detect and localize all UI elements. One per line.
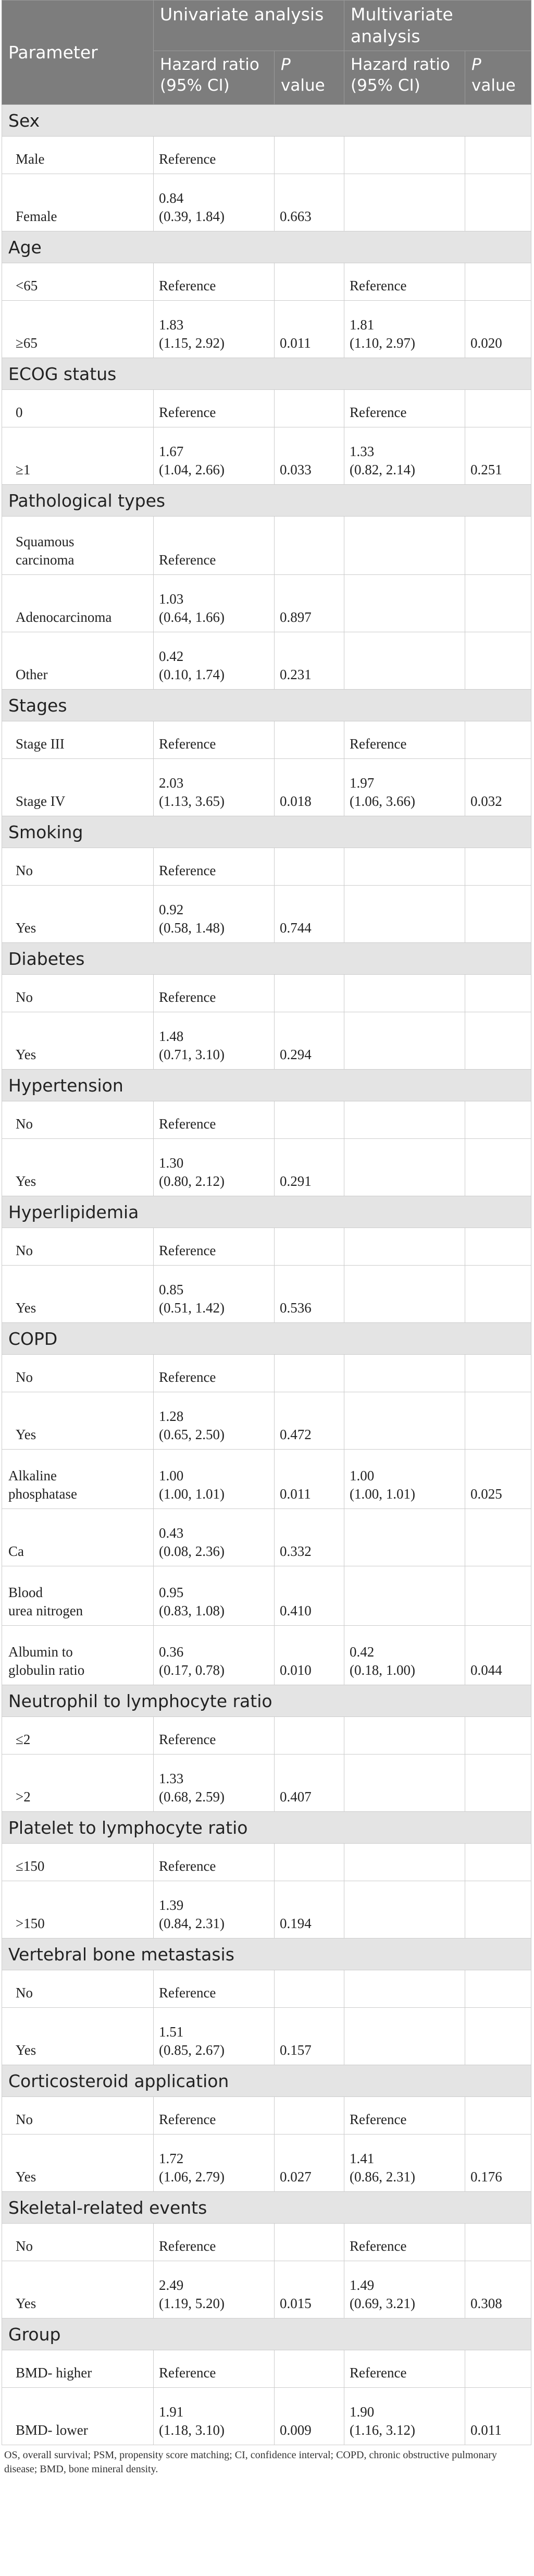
row-label: No — [2, 1101, 154, 1139]
multivariate-hazard-ratio-cell — [344, 517, 465, 575]
multivariate-hazard-ratio-cell — [344, 886, 465, 943]
table-row — [2, 2008, 531, 2065]
group-header-row — [2, 2065, 531, 2097]
univariate-hazard-ratio-cell: Reference — [154, 1228, 275, 1266]
row-label: Yes — [2, 2261, 154, 2319]
row-label: Stage IV — [2, 759, 154, 816]
multivariate-hazard-ratio-cell: 1.49 (0.69, 3.21) — [344, 2261, 465, 2319]
multivariate-p-value-cell: 0.044 — [465, 1626, 531, 1685]
multivariate-hazard-ratio-cell: 1.00 (1.00, 1.01) — [344, 1450, 465, 1509]
univariate-p-value-cell: 0.332 — [275, 1509, 344, 1566]
univariate-p-value-cell — [275, 2350, 344, 2388]
univariate-hazard-ratio-cell: 0.85 (0.51, 1.42) — [154, 1266, 275, 1323]
multivariate-hazard-ratio-cell — [344, 632, 465, 690]
multivariate-p-value-cell — [465, 1755, 531, 1812]
table-row — [2, 575, 531, 632]
multivariate-p-value-cell — [465, 2097, 531, 2135]
univariate-hazard-ratio-cell: 1.00 (1.00, 1.01) — [154, 1450, 275, 1509]
univariate-p-value-cell — [275, 1101, 344, 1139]
univariate-p-value-cell: 0.410 — [275, 1566, 344, 1626]
multivariate-p-value-cell: 0.020 — [465, 301, 531, 358]
multivariate-p-value-cell — [465, 390, 531, 427]
table-row — [2, 1881, 531, 1939]
row-label: Male — [2, 137, 154, 174]
row-label: ≤150 — [2, 1844, 154, 1881]
multivariate-p-value-cell: 0.032 — [465, 759, 531, 816]
row-label: BMD- higher — [2, 2350, 154, 2388]
univariate-p-value-cell — [275, 390, 344, 427]
row-label: Other — [2, 632, 154, 690]
row-label: Yes — [2, 1266, 154, 1323]
group-header-row — [2, 358, 531, 390]
univariate-p-value-cell — [275, 1228, 344, 1266]
univariate-hazard-ratio-cell: 2.49 (1.19, 5.20) — [154, 2261, 275, 2319]
multivariate-hazard-ratio-cell: Reference — [344, 2350, 465, 2388]
group-header-row — [2, 1196, 531, 1228]
group-header-row — [2, 2192, 531, 2224]
table-row — [2, 2261, 531, 2319]
multivariate-hazard-ratio-cell: 1.33 (0.82, 2.14) — [344, 427, 465, 485]
univariate-hazard-ratio-cell: 1.39 (0.84, 2.31) — [154, 1881, 275, 1939]
table-row — [2, 1509, 531, 1566]
multivariate-hazard-ratio-cell — [344, 1012, 465, 1070]
univariate-hazard-ratio-cell: 1.33 (0.68, 2.59) — [154, 1755, 275, 1812]
table-row — [2, 1012, 531, 1070]
univariate-p-value-cell — [275, 848, 344, 886]
univariate-p-value-cell: 0.009 — [275, 2388, 344, 2445]
univariate-p-value-cell: 0.291 — [275, 1139, 344, 1196]
group-label: Diabetes — [2, 943, 531, 975]
multivariate-hazard-ratio-cell — [344, 137, 465, 174]
multivariate-p-value-cell — [465, 1012, 531, 1070]
multivariate-hazard-ratio-cell — [344, 1392, 465, 1450]
row-label: No — [2, 1355, 154, 1392]
row-label: No — [2, 2097, 154, 2135]
univariate-hazard-ratio-cell: 1.83 (1.15, 2.92) — [154, 301, 275, 358]
table-row — [2, 2388, 531, 2445]
univariate-hazard-ratio-cell: 0.95 (0.83, 1.08) — [154, 1566, 275, 1626]
univariate-p-value-cell — [275, 1717, 344, 1755]
row-label: Yes — [2, 886, 154, 943]
univariate-hazard-ratio-cell: 1.67 (1.04, 2.66) — [154, 427, 275, 485]
table-row — [2, 137, 531, 174]
multivariate-hazard-ratio-cell — [344, 1266, 465, 1323]
univariate-hazard-ratio-cell: Reference — [154, 390, 275, 427]
table-body — [2, 105, 531, 2445]
group-label: Hyperlipidemia — [2, 1196, 531, 1228]
univariate-p-value-cell — [275, 1355, 344, 1392]
table-row — [2, 759, 531, 816]
row-label: Blood urea nitrogen — [2, 1566, 154, 1626]
multivariate-hazard-ratio-cell: 0.42 (0.18, 1.00) — [344, 1626, 465, 1685]
group-header-row — [2, 1812, 531, 1844]
group-label: Platelet to lymphocyte ratio — [2, 1812, 531, 1844]
group-label: Pathological types — [2, 485, 531, 517]
group-header-row — [2, 1685, 531, 1717]
row-label: Ca — [2, 1509, 154, 1566]
univariate-hazard-ratio-cell: Reference — [154, 2097, 275, 2135]
univariate-hazard-ratio-cell: 1.51 (0.85, 2.67) — [154, 2008, 275, 2065]
row-label: BMD- lower — [2, 2388, 154, 2445]
univariate-hazard-ratio-cell: 0.84 (0.39, 1.84) — [154, 174, 275, 231]
univariate-p-value-cell: 0.011 — [275, 1450, 344, 1509]
univariate-hazard-ratio-cell: 1.72 (1.06, 2.79) — [154, 2135, 275, 2192]
multivariate-hazard-ratio-cell: 1.97 (1.06, 3.66) — [344, 759, 465, 816]
row-label: <65 — [2, 263, 154, 301]
multivariate-header: Multivariate analysis — [344, 1, 531, 51]
row-label: Yes — [2, 2008, 154, 2065]
multivariate-p-value-cell — [465, 2350, 531, 2388]
univariate-p-value-cell: 0.663 — [275, 174, 344, 231]
row-label: No — [2, 1970, 154, 2008]
p-value-label: value — [281, 76, 325, 95]
group-label: Vertebral bone metastasis — [2, 1939, 531, 1970]
univariate-hazard-ratio-cell: 0.36 (0.17, 0.78) — [154, 1626, 275, 1685]
row-label: Yes — [2, 1139, 154, 1196]
multivariate-hazard-ratio-cell — [344, 1101, 465, 1139]
row-label: Alkaline phosphatase — [2, 1450, 154, 1509]
row-label: Yes — [2, 1012, 154, 1070]
row-label: Female — [2, 174, 154, 231]
univariate-hazard-ratio-cell: 0.42 (0.10, 1.74) — [154, 632, 275, 690]
univariate-hazard-ratio-cell: Reference — [154, 848, 275, 886]
univariate-hazard-ratio-cell: Reference — [154, 1101, 275, 1139]
multivariate-hazard-ratio-cell: Reference — [344, 721, 465, 759]
multivariate-p-value-cell — [465, 2008, 531, 2065]
multivariate-hazard-ratio-cell: 1.41 (0.86, 2.31) — [344, 2135, 465, 2192]
group-header-row — [2, 1939, 531, 1970]
multivariate-p-value-cell — [465, 1355, 531, 1392]
p-value-label: value — [471, 76, 516, 95]
multivariate-hazard-ratio-cell: Reference — [344, 2224, 465, 2261]
row-label: Yes — [2, 1392, 154, 1450]
multivariate-p-value-cell — [465, 975, 531, 1012]
univariate-p-value-cell: 0.010 — [275, 1626, 344, 1685]
multivariate-p-value-cell — [465, 1509, 531, 1566]
univariate-p-value-cell: 0.194 — [275, 1881, 344, 1939]
table-row — [2, 886, 531, 943]
multivariate-p-value-cell — [465, 575, 531, 632]
multivariate-hazard-ratio-cell — [344, 1566, 465, 1626]
univariate-p-value-cell — [275, 1844, 344, 1881]
univariate-p-value-cell: 0.536 — [275, 1266, 344, 1323]
univariate-hazard-ratio-cell: Reference — [154, 1970, 275, 2008]
table-row — [2, 517, 531, 575]
table-row — [2, 1266, 531, 1323]
row-label: Adenocarcinoma — [2, 575, 154, 632]
group-label: Corticosteroid application — [2, 2065, 531, 2097]
table-row — [2, 1717, 531, 1755]
univariate-hazard-ratio-cell: 0.43 (0.08, 2.36) — [154, 1509, 275, 1566]
multivariate-p-value-cell — [465, 1881, 531, 1939]
univariate-hazard-ratio-cell: Reference — [154, 263, 275, 301]
univariate-hazard-ratio-cell: Reference — [154, 1355, 275, 1392]
univariate-p-value-cell: 0.897 — [275, 575, 344, 632]
table-row — [2, 427, 531, 485]
multivariate-hazard-ratio-cell — [344, 2008, 465, 2065]
table-row — [2, 2224, 531, 2261]
table-row — [2, 301, 531, 358]
univariate-p-value-cell — [275, 2224, 344, 2261]
multivariate-p-value-cell — [465, 848, 531, 886]
table-row — [2, 1139, 531, 1196]
multivariate-p-value-cell: 0.308 — [465, 2261, 531, 2319]
table-row — [2, 174, 531, 231]
table-row — [2, 1970, 531, 2008]
row-label: 0 — [2, 390, 154, 427]
univariate-hazard-ratio-cell: Reference — [154, 2350, 275, 2388]
table-row — [2, 1844, 531, 1881]
multivariate-p-value-cell — [465, 1844, 531, 1881]
group-header-row — [2, 485, 531, 517]
group-header-row — [2, 1323, 531, 1355]
multivariate-hazard-ratio-cell — [344, 174, 465, 231]
table-row — [2, 1626, 531, 1685]
table-row — [2, 2097, 531, 2135]
table-row — [2, 1450, 531, 1509]
table-row — [2, 1755, 531, 1812]
multivariate-p-value-cell — [465, 1717, 531, 1755]
multivariate-hazard-ratio-cell — [344, 1881, 465, 1939]
multivariate-hazard-ratio-cell: 1.81 (1.10, 2.97) — [344, 301, 465, 358]
multivariate-p-value-cell — [465, 721, 531, 759]
group-label: Skeletal-related events — [2, 2192, 531, 2224]
group-header-row — [2, 105, 531, 137]
multivariate-hazard-ratio-cell — [344, 1755, 465, 1812]
univariate-p-value-cell: 0.231 — [275, 632, 344, 690]
table-header — [2, 1, 531, 105]
univariate-p-value-cell: 0.033 — [275, 427, 344, 485]
group-header-row — [2, 816, 531, 848]
group-label: COPD — [2, 1323, 531, 1355]
table-row — [2, 2350, 531, 2388]
multivariate-hazard-ratio-cell — [344, 1139, 465, 1196]
group-label: Neutrophil to lymphocyte ratio — [2, 1685, 531, 1717]
univariate-p-value-cell: 0.015 — [275, 2261, 344, 2319]
cox-regression-table — [2, 0, 531, 2445]
multivariate-p-value-cell — [465, 886, 531, 943]
univariate-p-value-cell: 0.157 — [275, 2008, 344, 2065]
multivariate-hazard-ratio-cell — [344, 848, 465, 886]
univariate-p-value-cell: 0.744 — [275, 886, 344, 943]
multivariate-hazard-ratio-cell — [344, 575, 465, 632]
parameter-header: Parameter — [2, 1, 154, 105]
univariate-hazard-ratio-cell: 1.30 (0.80, 2.12) — [154, 1139, 275, 1196]
univariate-p-value-cell — [275, 721, 344, 759]
table-row — [2, 1228, 531, 1266]
univariate-hazard-ratio-cell: Reference — [154, 975, 275, 1012]
multivariate-p-value-cell — [465, 1392, 531, 1450]
group-label: Smoking — [2, 816, 531, 848]
row-label: No — [2, 848, 154, 886]
row-label: No — [2, 975, 154, 1012]
multivariate-p-value-cell — [465, 1228, 531, 1266]
group-label: Age — [2, 231, 531, 263]
univariate-hazard-ratio-cell: 1.28 (0.65, 2.50) — [154, 1392, 275, 1450]
univariate-hazard-ratio-cell: Reference — [154, 2224, 275, 2261]
univariate-hazard-ratio-cell: 1.03 (0.64, 1.66) — [154, 575, 275, 632]
univariate-p-value-cell — [275, 263, 344, 301]
multivariate-p-value-cell: 0.176 — [465, 2135, 531, 2192]
table-row — [2, 2135, 531, 2192]
row-label: ≥65 — [2, 301, 154, 358]
multivariate-p-value-cell — [465, 1566, 531, 1626]
multivariate-p-value-cell — [465, 1266, 531, 1323]
univariate-header: Univariate analysis — [154, 1, 344, 51]
row-label: ≤2 — [2, 1717, 154, 1755]
group-label: Sex — [2, 105, 531, 137]
univariate-p-value-cell: 0.294 — [275, 1012, 344, 1070]
row-label: >150 — [2, 1881, 154, 1939]
table-row — [2, 1392, 531, 1450]
multivariate-hazard-ratio-cell — [344, 1355, 465, 1392]
multivariate-hazard-ratio-cell: Reference — [344, 2097, 465, 2135]
univariate-p-value-cell — [275, 2097, 344, 2135]
table-row — [2, 263, 531, 301]
row-label: Albumin to globulin ratio — [2, 1626, 154, 1685]
group-label: ECOG status — [2, 358, 531, 390]
group-header-row — [2, 231, 531, 263]
multivariate-p-value-cell — [465, 517, 531, 575]
multivariate-p-value-cell — [465, 1970, 531, 2008]
row-label: Yes — [2, 2135, 154, 2192]
multivariate-p-value-cell — [465, 174, 531, 231]
multivariate-p-header — [465, 51, 531, 105]
table-row — [2, 975, 531, 1012]
univariate-p-value-cell — [275, 137, 344, 174]
univariate-p-value-cell: 0.472 — [275, 1392, 344, 1450]
multivariate-hazard-ratio-cell — [344, 1228, 465, 1266]
multivariate-hazard-ratio-cell: Reference — [344, 390, 465, 427]
multivariate-hr-header: Hazard ratio (95% CI) — [344, 51, 465, 105]
multivariate-p-value-cell — [465, 1101, 531, 1139]
group-header-row — [2, 2319, 531, 2350]
multivariate-p-value-cell: 0.251 — [465, 427, 531, 485]
univariate-p-value-cell: 0.407 — [275, 1755, 344, 1812]
table-row — [2, 390, 531, 427]
p-symbol: P — [471, 55, 481, 74]
univariate-hazard-ratio-cell: Reference — [154, 517, 275, 575]
row-label: ≥1 — [2, 427, 154, 485]
multivariate-p-value-cell — [465, 632, 531, 690]
univariate-hazard-ratio-cell: Reference — [154, 721, 275, 759]
multivariate-hazard-ratio-cell — [344, 1844, 465, 1881]
univariate-hazard-ratio-cell: 2.03 (1.13, 3.65) — [154, 759, 275, 816]
table-row — [2, 632, 531, 690]
row-label: >2 — [2, 1755, 154, 1812]
univariate-hazard-ratio-cell: Reference — [154, 1844, 275, 1881]
row-label: No — [2, 1228, 154, 1266]
univariate-p-value-cell — [275, 1970, 344, 2008]
univariate-hazard-ratio-cell: 1.48 (0.71, 3.10) — [154, 1012, 275, 1070]
univariate-hazard-ratio-cell: 0.92 (0.58, 1.48) — [154, 886, 275, 943]
table-row — [2, 721, 531, 759]
table-row — [2, 1355, 531, 1392]
multivariate-hazard-ratio-cell — [344, 975, 465, 1012]
multivariate-p-value-cell: 0.011 — [465, 2388, 531, 2445]
group-label: Group — [2, 2319, 531, 2350]
multivariate-p-value-cell — [465, 137, 531, 174]
univariate-p-value-cell — [275, 517, 344, 575]
multivariate-hazard-ratio-cell — [344, 1970, 465, 2008]
univariate-hazard-ratio-cell: Reference — [154, 1717, 275, 1755]
univariate-p-header — [275, 51, 344, 105]
univariate-hr-header: Hazard ratio (95% CI) — [154, 51, 275, 105]
univariate-p-value-cell — [275, 975, 344, 1012]
row-label: Squamous carcinoma — [2, 517, 154, 575]
multivariate-hazard-ratio-cell: Reference — [344, 263, 465, 301]
multivariate-hazard-ratio-cell — [344, 1717, 465, 1755]
group-label: Hypertension — [2, 1070, 531, 1101]
table-row — [2, 848, 531, 886]
group-label: Stages — [2, 690, 531, 721]
row-label: No — [2, 2224, 154, 2261]
univariate-p-value-cell: 0.027 — [275, 2135, 344, 2192]
table-row — [2, 1566, 531, 1626]
univariate-p-value-cell: 0.011 — [275, 301, 344, 358]
multivariate-p-value-cell — [465, 1139, 531, 1196]
group-header-row — [2, 1070, 531, 1101]
group-header-row — [2, 690, 531, 721]
univariate-hazard-ratio-cell: Reference — [154, 137, 275, 174]
univariate-hazard-ratio-cell: 1.91 (1.18, 3.10) — [154, 2388, 275, 2445]
multivariate-p-value-cell: 0.025 — [465, 1450, 531, 1509]
multivariate-hazard-ratio-cell — [344, 1509, 465, 1566]
univariate-p-value-cell: 0.018 — [275, 759, 344, 816]
p-symbol: P — [281, 55, 291, 74]
table-row — [2, 1101, 531, 1139]
group-header-row — [2, 943, 531, 975]
table-footnote: OS, overall survival; PSM, propensity score matching; CI, confidence interval; COPD, chronic obstructive pulmonary disease; BMD, bone mineral density. — [4, 2449, 497, 2475]
multivariate-p-value-cell — [465, 263, 531, 301]
multivariate-hazard-ratio-cell: 1.90 (1.16, 3.12) — [344, 2388, 465, 2445]
multivariate-p-value-cell — [465, 2224, 531, 2261]
row-label: Stage III — [2, 721, 154, 759]
